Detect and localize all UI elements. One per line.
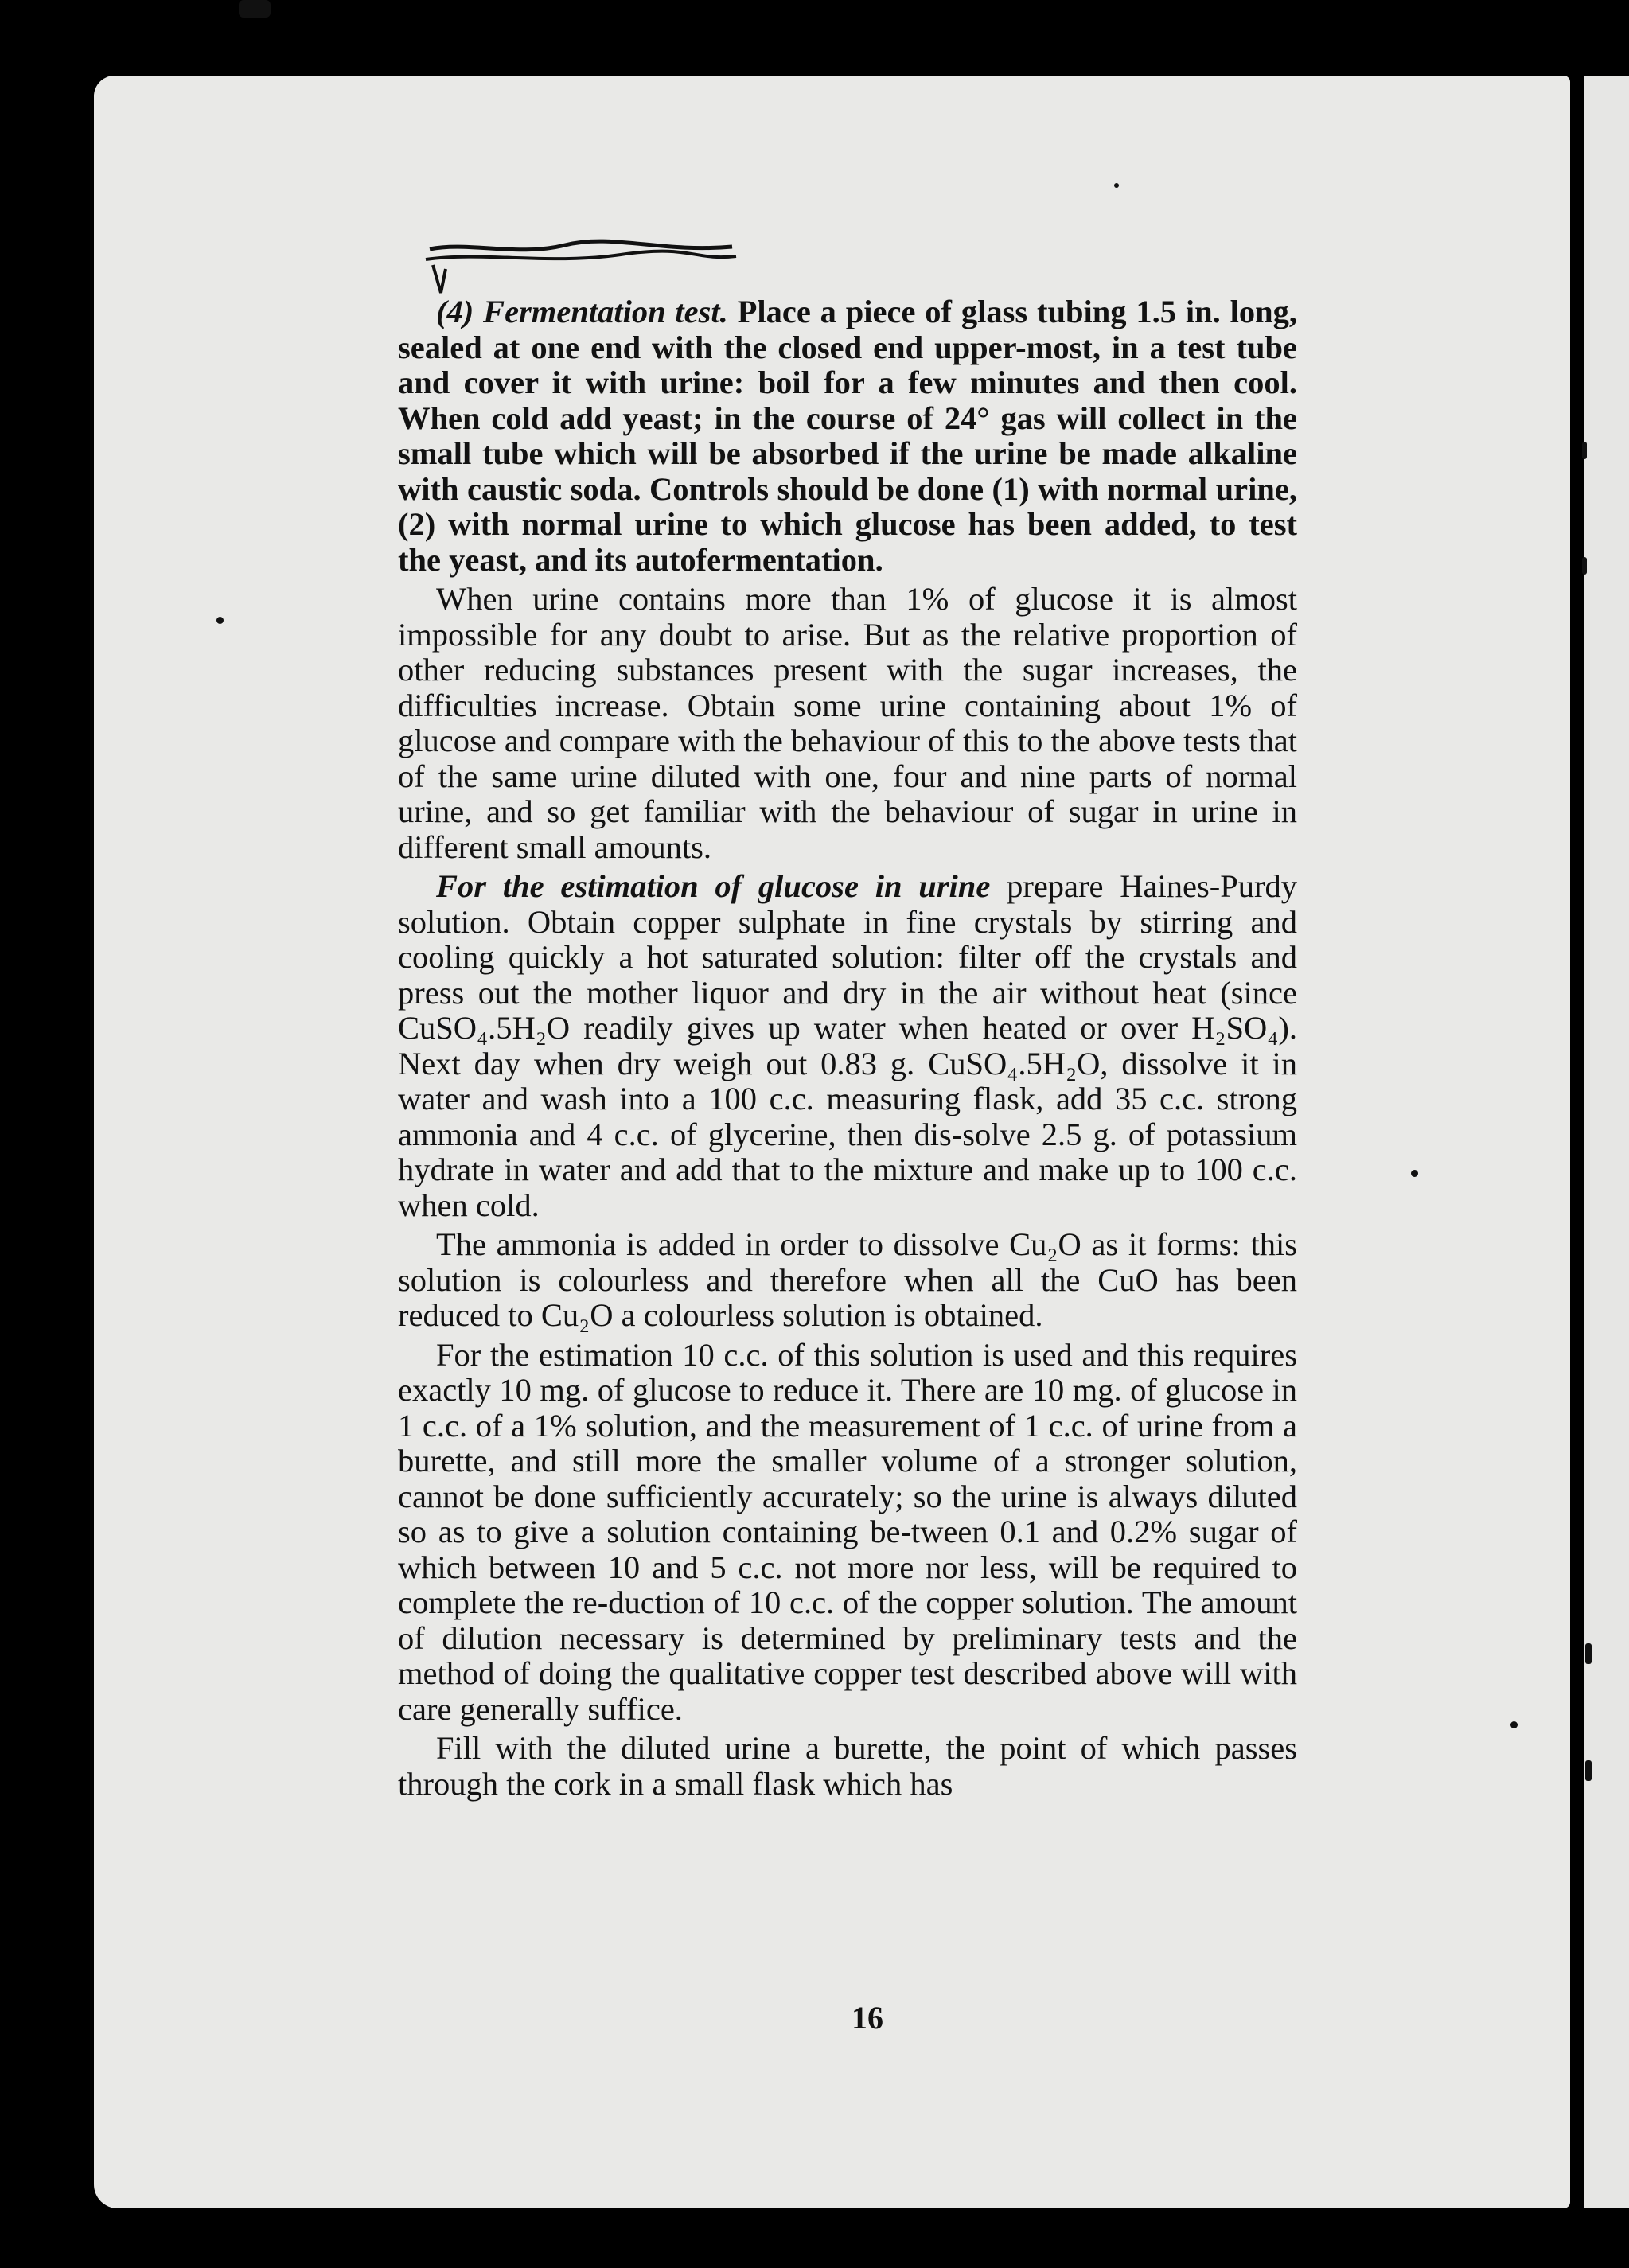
paragraph-text: The ammonia is added in order to dissolve Cu₂O as it forms: this solution is colourless and therefore when all the CuO has been reduced to Cu₂O a colourless solution is obtained. — [398, 1226, 1297, 1333]
scan-speck — [1582, 557, 1587, 575]
page-number: 16 — [852, 2000, 883, 2036]
paragraph-lead: (4) Fermentation test. — [436, 294, 728, 329]
facing-page-edge — [1584, 76, 1629, 2208]
scan-speck — [1585, 1760, 1592, 1781]
paragraph-fermentation-test — [398, 294, 1297, 578]
paragraph-estimation-prep — [398, 869, 1297, 1223]
paragraph-text: For the estimation 10 c.c. of this solution is used and this requires exactly 10 mg. of glucose to reduce it. There are 10 mg. of glucose in 1 c.c. of a 1% solution, and the measurement of 1 c.c. of urine from a burette, and still more the smaller volume of a stronger solution, cannot be done sufficiently accurately; so the urine is always diluted so as to give a solution containing be-tween 0.1 and 0.2% sugar of which between 10 and 5 c.c. not more nor less, will be required to complete the re-duction of 10 c.c. of the copper solution. The amount of dilution necessary is determined by preliminary tests and the method of doing the qualitative copper test described above will with care generally suffice. — [398, 1336, 1297, 1727]
scan-speck — [1114, 183, 1119, 188]
paragraph-text: Fill with the diluted urine a burette, the point of which passes through the cork in a small flask which has — [398, 1730, 1297, 1802]
paragraph-estimation-procedure — [398, 1338, 1297, 1728]
paragraph-ammonia — [398, 1227, 1297, 1334]
body-text — [398, 294, 1297, 1806]
handwritten-note — [422, 229, 740, 301]
paragraph-text: prepare Haines-Purdy solution. Obtain copper sulphate in fine crystals by stirring and cooling quickly a hot saturated solution: filter off the crystals and press out the mother liquor and dry in the air without heat (since CuSO₄.5H₂O readily gives up water when heated or over H₂SO₄). Next day when dry weigh out 0.83 g. CuSO₄.5H₂O, dissolve it in water and wash into a 100 c.c. measuring flask, add 35 c.c. strong ammonia and 4 c.c. of glycerine, then dis-solve 2.5 g. of potassium hydrate in water and add that to the mixture and make up to 100 c.c. when cold. — [398, 868, 1297, 1223]
scan-speck — [1582, 442, 1587, 459]
paragraph-lead: For the estimation of glucose in urine — [436, 868, 991, 904]
paragraph-glucose-percent — [398, 582, 1297, 865]
scan-speck — [1510, 1721, 1518, 1728]
scan-speck — [239, 0, 271, 18]
scan-speck — [1411, 1170, 1418, 1177]
paragraph-burette — [398, 1731, 1297, 1802]
paragraph-text: Place a piece of glass tubing 1.5 in. long, sealed at one end with the closed end upper-most, in a test tube and cover it with urine: boil for a few minutes and then cool. When cold add yeast; in the course of 24° gas will collect in the small tube which will be absorbed if the urine be made alkaline with caustic soda. Controls should be done (1) with normal urine, (2) with normal urine to which glucose has been added, to test the yeast, and its autofermentation. — [398, 294, 1298, 578]
paragraph-text: When urine contains more than 1% of glucose it is almost impossible for any doubt to arise. But as the relative proportion of other reducing substances present with the sugar increases, the difficulties increase. Obtain some urine containing about 1% of glucose and compare with the behaviour of this to the above tests that of the same urine diluted with one, four and nine parts of normal urine, and so get familiar with the behaviour of sugar in urine in different small amounts. — [398, 581, 1297, 865]
scan-speck — [216, 617, 224, 624]
scan-speck — [1585, 1643, 1592, 1664]
